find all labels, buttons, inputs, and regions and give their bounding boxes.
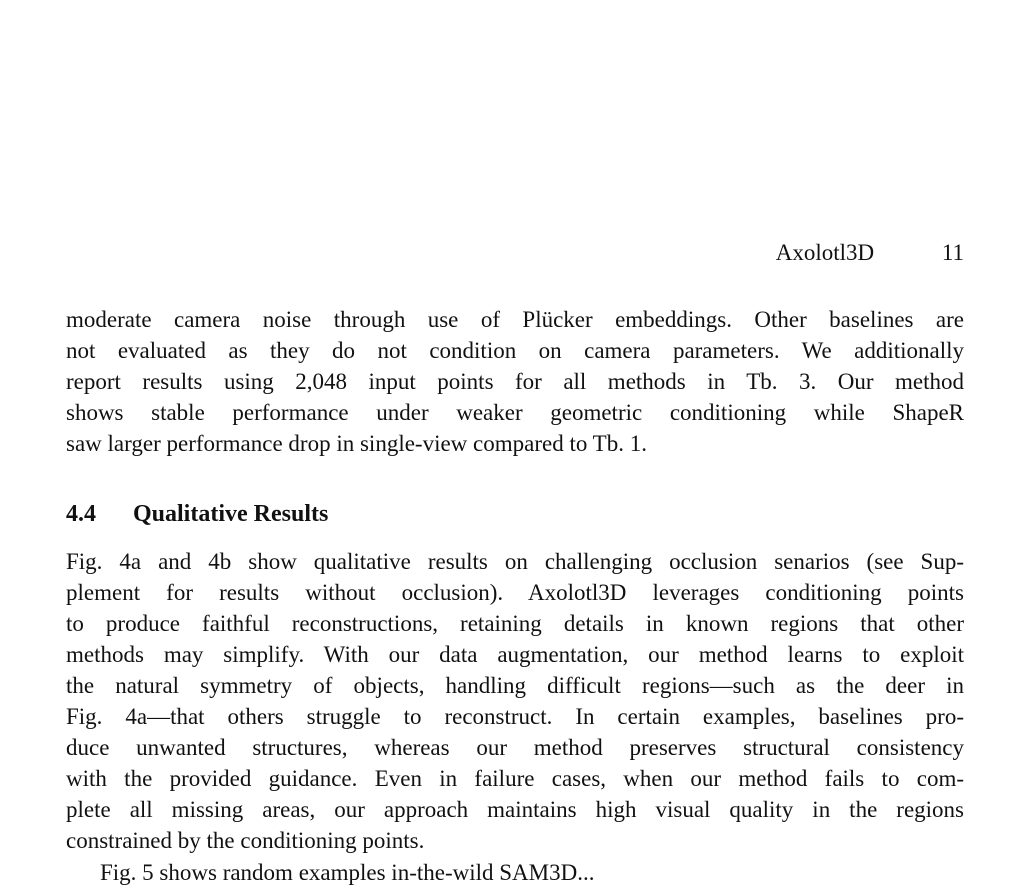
- paragraph-line: with the provided guidance. Even in failure cases, when our method fails to com-: [66, 766, 964, 791]
- paragraph-line: Fig. 4a—that others struggle to reconstruct. In certain examples, baselines pro-: [66, 704, 964, 729]
- paragraph-line: Fig. 4a and 4b show qualitative results on challenging occlusion senarios (see Sup-: [66, 549, 964, 574]
- paragraph-line: saw larger performance drop in single-view compared to Tb. 1.: [66, 431, 647, 456]
- paragraph-qualitative-results: [66, 546, 964, 856]
- paragraph-line: moderate camera noise through use of Plücker embeddings. Other baselines are: [66, 307, 964, 332]
- page-number: 11: [941, 240, 964, 265]
- paragraph-line: methods may simplify. With our data augmentation, our method learns to exploit: [66, 642, 964, 667]
- paragraph-camera-noise: [66, 304, 964, 459]
- paragraph-line: report results using 2,048 input points for all methods in Tb. 3. Our method: [66, 369, 964, 394]
- paragraph-line: not evaluated as they do not condition on camera parameters. We additionally: [66, 338, 964, 363]
- paragraph-line: the natural symmetry of objects, handling difficult regions—such as the deer in: [66, 673, 964, 698]
- cropped-next-line: Fig. 5 shows random examples in-the-wild SAM3D...: [100, 860, 595, 885]
- paragraph-line: plement for results without occlusion). Axolotl3D leverages conditioning points: [66, 580, 964, 605]
- section-title: Qualitative Results: [133, 501, 329, 527]
- section-heading: [66, 498, 328, 530]
- running-header-title: Axolotl3D: [775, 240, 875, 265]
- paragraph-line: plete all missing areas, our approach maintains high visual quality in the regions: [66, 797, 964, 822]
- paragraph-line: to produce faithful reconstructions, retaining details in known regions that other: [66, 611, 964, 636]
- section-number: 4.4: [66, 501, 96, 527]
- running-header: [776, 238, 964, 268]
- paragraph-line: constrained by the conditioning points.: [66, 828, 425, 853]
- paragraph-line: shows stable performance under weaker geometric conditioning while ShapeR: [66, 400, 964, 425]
- paragraph-line: duce unwanted structures, whereas our method preserves structural consistency: [66, 735, 964, 760]
